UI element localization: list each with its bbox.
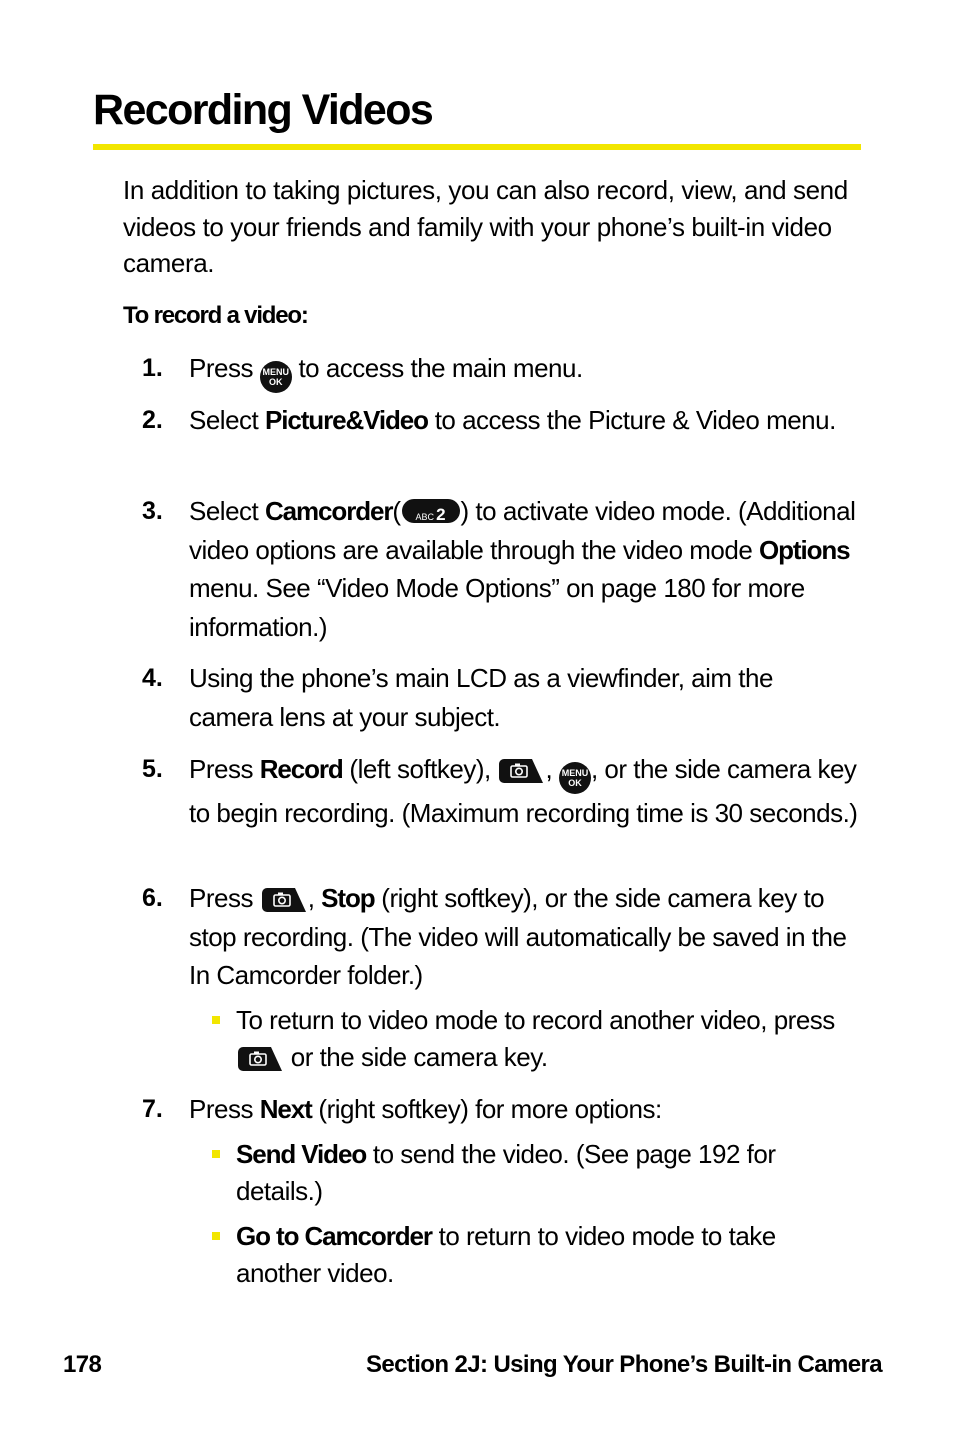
step-1 [142,349,862,393]
menu-ok-key-icon: MENU OK [559,762,591,794]
page-number: 178 [63,1351,102,1378]
record-softkey-label: Record [259,754,343,784]
bullet-text: Go to Camcorder to return to video mode to take another video. [236,1221,776,1288]
step-7 [142,1090,862,1129]
option-go-to-camcorder: Go to Camcorder [236,1221,432,1251]
camera-key-icon [237,1045,283,1073]
bullet-marker [212,1150,220,1158]
step-number: 1. [142,354,163,382]
title-underline [93,144,861,150]
step-number: 2. [142,406,163,434]
next-softkey-label: Next [259,1094,312,1124]
step-number: 4. [142,664,163,692]
step-number: 7. [142,1095,163,1123]
step-text: Select Picture&Video to access the Picture & Video menu. [189,405,836,435]
step-6 [142,879,862,995]
camera-key-icon [498,757,544,785]
list-item [212,1136,862,1209]
bullet-marker [212,1016,220,1024]
bullet-marker [212,1232,220,1240]
procedure-heading: To record a video: [123,302,308,329]
menu-item-picture-video: Picture&Video [265,405,428,435]
intro-paragraph: In addition to taking pictures, you can also record, view, and send videos to your friends and family with your phone’s built-in video camera. [123,175,848,278]
step-2 [142,401,862,440]
step-text: Press , Stop (right softkey), or the side camera key to stop recording. (The video will automatically be saved in the In Camcorder folder.) [189,883,847,990]
section-title: Section 2J: Using Your Phone’s Built-in Camera [365,1351,882,1378]
camera-key-icon [261,886,307,914]
options-menu-label: Options [759,534,850,565]
option-send-video: Send Video [236,1139,367,1169]
bullet-text: To return to video mode to record another video, press or the side camera key. [236,1005,835,1072]
abc-2-key-icon: ABC 2 [402,499,460,523]
step-number: 5. [142,755,163,783]
step-number: 3. [142,497,163,525]
step-5 [142,750,862,833]
menu-ok-key-icon: MENU OK [260,361,292,393]
step-4 [142,659,862,736]
stop-softkey-label: Stop [321,883,375,913]
step-text: Press Record (left softkey), , MENU OK , or the side camera key to begin recording. (Maximum recording time is 30 seconds.) [189,754,858,828]
list-item [212,1002,862,1075]
bullet-text: Send Video to send the video. (See page 192 for details.) [236,1139,776,1206]
step-text: Press Next (right softkey) for more options: [189,1094,662,1124]
list-item [212,1218,862,1291]
menu-item-camcorder: Camcorder [265,496,393,526]
step-text: Select Camcorder( ABC 2 ) to activate video mode. (Additional video options are available through the video mode Options menu. See “Video Mode Options” on page 180 for more information.) [189,496,856,642]
step-text: Press MENU OK to access the main menu. [189,349,862,393]
step-text: Using the phone’s main LCD as a viewfinder, aim the camera lens at your subject. [189,663,773,732]
step-number: 6. [142,884,163,912]
page-title: Recording Videos [93,86,433,134]
step-3 [142,492,862,646]
